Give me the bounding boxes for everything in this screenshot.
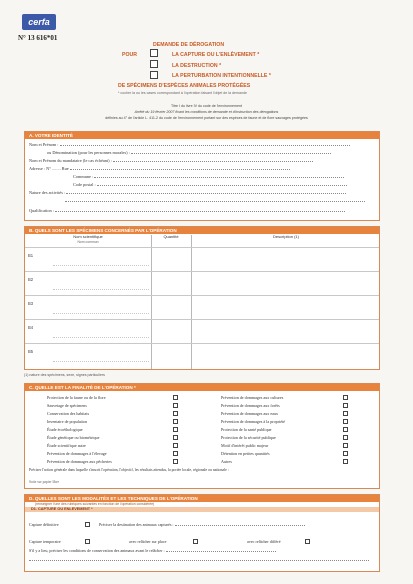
- checkbox-capture[interactable]: [150, 49, 158, 57]
- conservation-conditions-field[interactable]: S'il y a lieu, préciser les conditions de conservation des animaux avant le relâcher :: [29, 548, 276, 553]
- field-activities-cont[interactable]: [65, 198, 365, 203]
- purpose-left-8-checkbox[interactable]: [173, 451, 178, 456]
- purpose-right-5: Protection de la santé publique: [221, 427, 272, 432]
- purpose-right-1: Prévention de dommages aux cultures: [221, 395, 284, 400]
- option-capture: LA CAPTURE OU L'ENLÈVEMENT *: [172, 52, 260, 58]
- purpose-left-5-checkbox[interactable]: [173, 427, 178, 432]
- purpose-right-4-checkbox[interactable]: [343, 419, 348, 424]
- release-onsite-checkbox[interactable]: [193, 539, 198, 544]
- purpose-left-4-checkbox[interactable]: [173, 419, 178, 424]
- field-address[interactable]: Adresse : N° ........ Rue: [29, 166, 290, 171]
- purpose-left-4: Inventaire de population: [47, 419, 88, 424]
- purpose-left-7-checkbox[interactable]: [173, 443, 178, 448]
- option-destruction: LA DESTRUCTION *: [172, 63, 222, 69]
- col-description: Description (1): [272, 234, 299, 239]
- purpose-right-8-checkbox[interactable]: [343, 451, 348, 456]
- field-name[interactable]: Nom et Prénom :: [29, 142, 350, 147]
- checkbox-destruction[interactable]: [150, 60, 158, 68]
- release-deferred-checkbox[interactable]: [305, 539, 310, 544]
- purpose-right-7: Motif d'intérêt public majeur: [221, 443, 269, 448]
- row-b3: B3: [28, 301, 34, 306]
- release-onsite-label: avec relâcher sur place: [129, 539, 167, 544]
- purpose-right-3: Prévention de dommages aux eaux: [221, 411, 279, 416]
- purpose-left-2: Sauvetage de spécimens: [47, 403, 87, 408]
- checkbox-perturbation[interactable]: [150, 71, 158, 79]
- purpose-left-2-checkbox[interactable]: [173, 403, 178, 408]
- row-b4: B4: [28, 325, 34, 330]
- form-number: N° 13 616*01: [18, 34, 58, 42]
- section-b-footnote: (1) nature des spécimens, sexe, signes particuliers: [24, 373, 105, 377]
- purpose-left-5: Étude écoéthologique: [47, 427, 83, 432]
- conservation-conditions-cont[interactable]: [29, 557, 369, 562]
- release-deferred-label: avec relâcher différé: [247, 539, 281, 544]
- purpose-left-9-checkbox[interactable]: [173, 459, 178, 464]
- purpose-left-1: Protection de la faune ou de la flore: [47, 395, 106, 400]
- legal-ref-3: définies au 4° de l'article L. 411-2 du code de l'environnement portant sur des espèces de faune et de flore sauvages protégées: [105, 116, 308, 120]
- purpose-right-9: Autres: [221, 459, 232, 464]
- purpose-right-2: Prévention de dommages aux forêts: [221, 403, 280, 408]
- purpose-details[interactable]: Préciser l'action générale dans laquelle s'inscrit l'opération, l'objectif, les résultats attendus, la portée locale, régionale ou nationale :: [29, 468, 229, 472]
- purpose-right-9-checkbox[interactable]: [343, 459, 348, 464]
- field-company[interactable]: ou Dénomination (pour les personnes morales) :: [47, 150, 331, 155]
- row-b5: B5: [28, 349, 34, 354]
- capture-destination-field[interactable]: Préciser la destination des animaux capturés :: [99, 522, 305, 527]
- field-mandatary[interactable]: Nom et Prénom du mandataire (le cas échéant) :: [29, 158, 313, 163]
- col-quantity: Quantité: [163, 234, 179, 239]
- purpose-right-5-checkbox[interactable]: [343, 427, 348, 432]
- section-d-title: D. QUELLES SONT LES MODALITÉS ET LES TECHNIQUES DE L'OPÉRATION: [25, 495, 379, 502]
- capture-definitive-checkbox[interactable]: [85, 522, 90, 527]
- section-d1-title: D1. CAPTURE OU ENLÈVEMENT *: [25, 507, 379, 512]
- purpose-left-6-checkbox[interactable]: [173, 435, 178, 440]
- row-b1: B1: [28, 253, 34, 258]
- capture-temporary-checkbox[interactable]: [85, 539, 90, 544]
- section-a-title: A. VOTRE IDENTITÉ: [25, 132, 379, 139]
- purpose-left-6: Étude génétique ou biométrique: [47, 435, 100, 440]
- form-title-species: DE SPÉCIMENS D'ESPÈCES ANIMALES PROTÉGÉES: [118, 83, 251, 89]
- purpose-right-2-checkbox[interactable]: [343, 403, 348, 408]
- cerfa-logo: cerfa: [22, 14, 56, 30]
- capture-definitive-label: Capture définitive: [29, 522, 59, 527]
- purpose-left-1-checkbox[interactable]: [173, 395, 178, 400]
- purpose-right-6: Protection de la sécurité publique: [221, 435, 276, 440]
- purpose-right-7-checkbox[interactable]: [343, 443, 348, 448]
- purpose-continue-note: Suite sur papier libre: [29, 480, 60, 484]
- capture-temporary-label: Capture temporaire: [29, 539, 61, 544]
- purpose-right-4: Prévention de dommages à la propriété: [221, 419, 286, 424]
- purpose-left-9: Prévention de dommages aux pêcheries: [47, 459, 112, 464]
- col-scientific-name: Nom scientifique Nom commun: [73, 234, 103, 244]
- legal-ref-1: Titre I du livre IV du code de l'environnement: [170, 104, 243, 108]
- section-identity: [24, 131, 380, 221]
- field-activities[interactable]: Nature des activités :: [29, 190, 346, 195]
- purpose-left-7: Étude scientifique autre: [47, 443, 86, 448]
- section-purpose: [24, 383, 380, 489]
- legal-ref-2: Arrêté du 19 février 2007 fixant les conditions de demande et d'instruction des dérogations: [134, 110, 279, 114]
- field-qualification[interactable]: Qualification :: [29, 208, 345, 213]
- section-c-title: C. QUELLE EST LA FINALITÉ DE L'OPÉRATION *: [25, 384, 379, 391]
- purpose-right-3-checkbox[interactable]: [343, 411, 348, 416]
- section-methods: [24, 494, 380, 572]
- purpose-left-3: Conservation des habitats: [47, 411, 90, 416]
- section-specimens: [24, 226, 380, 370]
- row-b2: B2: [28, 277, 34, 282]
- section-d-subtitle: (renseigner l'une des rubriques suivantes en fonction de l'opération considérée): [35, 502, 155, 506]
- field-commune[interactable]: Commune :: [73, 174, 344, 179]
- option-perturbation: LA PERTURBATION INTENTIONNELLE *: [172, 73, 271, 79]
- form-title: DEMANDE DE DÉROGATION: [153, 42, 225, 48]
- purpose-left-3-checkbox[interactable]: [173, 411, 178, 416]
- purpose-right-1-checkbox[interactable]: [343, 395, 348, 400]
- form-instruction: * cocher la ou les cases correspondant à l'opération faisant l'objet de la demande: [118, 91, 248, 95]
- purpose-left-8: Prévention de dommages à l'élevage: [47, 451, 107, 456]
- purpose-right-8: Détention en petites quantités: [221, 451, 270, 456]
- pour-label: POUR: [122, 52, 137, 58]
- purpose-right-6-checkbox[interactable]: [343, 435, 348, 440]
- field-postcode[interactable]: Code postal :: [73, 182, 347, 187]
- section-b-title: B. QUELS SONT LES SPÉCIMENS CONCERNÉS PAR L'OPÉRATION: [25, 227, 379, 234]
